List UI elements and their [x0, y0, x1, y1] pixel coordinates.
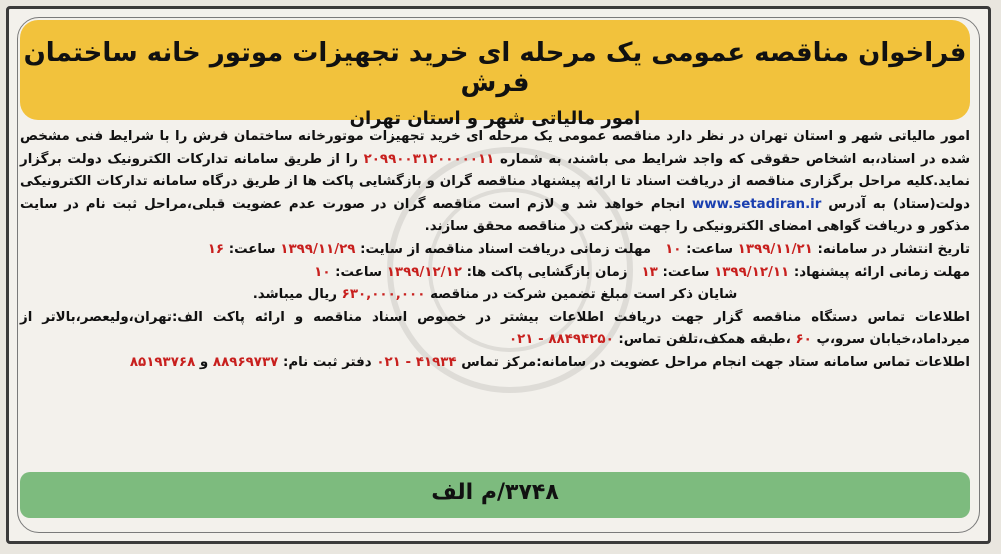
submit-open-row: [20, 262, 970, 285]
publish-date: ۱۳۹۹/۱۱/۲۱: [737, 241, 813, 257]
submit-date: ۱۳۹۹/۱۲/۱۱: [714, 264, 790, 280]
publish-time-label: ساعت:: [686, 241, 733, 257]
guarantee-text-b: ریال میباشد.: [252, 287, 337, 303]
open-time: ۱۰: [314, 264, 331, 280]
website-link[interactable]: www.setadiran.ir: [691, 196, 822, 212]
open-time-label: ساعت:: [335, 264, 383, 280]
submit-time-label: ساعت:: [662, 264, 710, 280]
download-item: [208, 239, 651, 262]
open-item: [314, 262, 627, 285]
setad-office-number-2: ۸۵۱۹۳۷۶۸: [129, 354, 196, 370]
download-label: مهلت زمانی دریافت اسناد مناقصه از سایت:: [360, 241, 652, 257]
submit-label: مهلت زمانی ارائه پیشنهاد:: [793, 264, 970, 280]
notice-footer: [20, 472, 970, 518]
open-date: ۱۳۹۹/۱۲/۱۲: [386, 264, 462, 280]
intro-paragraph: [20, 126, 970, 239]
intro-text-a: امور مالیاتی شهر و استان تهران در نظر دارد مناقصه عمومی یک مرحله ای خرید تجهیزات موتورخانه ساختمان فرش را با شرایط فنی مشخص شده در اسناد،به اشخاص حقوقی که واجد شرایط می باشند، به شماره: [20, 129, 971, 167]
download-time: ۱۶: [207, 241, 225, 257]
setad-text-b: دفتر ثبت نام:: [282, 354, 372, 370]
notice-header: [20, 20, 970, 129]
contact-text-b: ،طبقه همکف،تلفن تماس:: [618, 332, 791, 348]
publish-label: تاریخ انتشار در سامانه:: [817, 241, 970, 257]
publish-item: [665, 239, 970, 262]
intro-text-b: را از طریق سامانه تدارکات الکترونیک دولت برگزار نماید.کلیه مراحل برگزاری مناقصه از دریافت اسناد تا ارائه پیشنهاد مناقصه گران و بازگشایی پاکت ها از طریق درگاه سامانه تدارکات الکترونیکی دولت(ستاد) به آدرس: [20, 151, 970, 212]
notice-title: فراخوان مناقصه عمومی یک مرحله ای خرید تجهیزات موتور خانه ساختمان فرش: [23, 38, 967, 98]
footer-code: ۳۷۴۸/م الف: [431, 480, 559, 505]
setad-call-number: ۴۱۹۳۴ - ۰۲۱: [376, 354, 457, 370]
guarantee-line: [20, 284, 970, 307]
open-label: زمان بازگشایی پاکت ها:: [466, 264, 628, 280]
download-time-label: ساعت:: [228, 241, 276, 257]
download-date: ۱۳۹۹/۱۱/۲۹: [280, 241, 356, 257]
guarantee-text-a: شایان ذکر است مبلغ تضمین شرکت در مناقصه: [430, 287, 738, 303]
contact-plaque: ۶۰: [795, 332, 812, 348]
setad-text-a: اطلاعات تماس سامانه ستاد جهت انجام مراحل عضویت در سامانه:مرکز تماس: [461, 354, 970, 370]
notice-body: [20, 126, 970, 466]
guarantee-amount: ۶۳۰,۰۰۰,۰۰۰: [341, 287, 426, 303]
publish-time: ۱۰: [665, 241, 682, 257]
contact-text-a: اطلاعات تماس دستگاه مناقصه گزار جهت دریافت اطلاعات بیشتر در خصوص اسناد مناقصه و ارائه پاکت الف:تهران،ولیعصر،بالاتر از میرداماد،خیابان سرو،پ: [20, 309, 970, 348]
notice-subtitle: امور مالیاتی شهر و استان تهران: [349, 108, 641, 129]
tender-number: ۲۰۹۹۰۰۳۱۲۰۰۰۰۰۱۱: [363, 151, 495, 167]
setad-and: و: [199, 354, 209, 370]
contact-phone: ۸۸۴۹۴۲۵۰ - ۰۲۱: [508, 332, 614, 348]
setad-paragraph: [20, 352, 970, 375]
publish-download-row: [20, 239, 970, 262]
contact-paragraph: [20, 307, 970, 352]
submit-item: [641, 262, 970, 285]
setad-office-number-1: ۸۸۹۶۹۷۳۷: [212, 354, 279, 370]
intro-text-c: انجام خواهد شد و لازم است مناقصه گران در صورت عدم عضویت قبلی،مراحل ثبت نام در سایت مذکور و دریافت گواهی امضای الکترونیکی را جهت شرکت در مناقصه محقق سازند.: [20, 196, 970, 235]
submit-time: ۱۳: [641, 264, 658, 280]
